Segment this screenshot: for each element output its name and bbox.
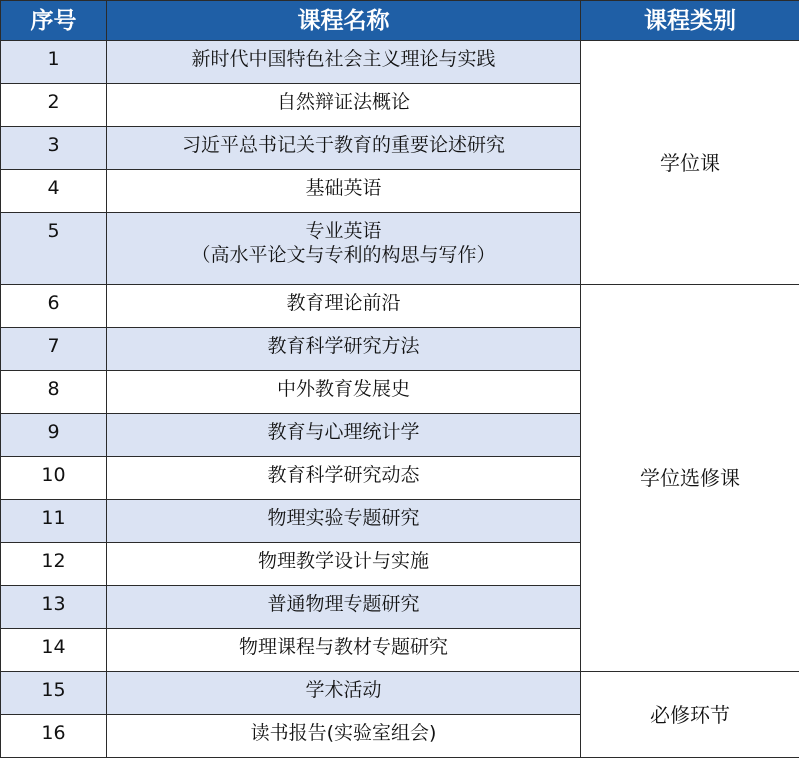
row-number: 9 [1, 414, 107, 457]
course-name: 教育科学研究方法 [107, 328, 581, 371]
course-name: 中外教育发展史 [107, 371, 581, 414]
course-name: 物理教学设计与实施 [107, 543, 581, 586]
course-name: 习近平总书记关于教育的重要论述研究 [107, 127, 581, 170]
table-row [1, 285, 799, 328]
course-name: 新时代中国特色社会主义理论与实践 [107, 41, 581, 84]
row-number: 16 [1, 715, 107, 758]
course-name: 学术活动 [107, 672, 581, 715]
course-name: 教育科学研究动态 [107, 457, 581, 500]
row-number: 15 [1, 672, 107, 715]
course-name: 普通物理专题研究 [107, 586, 581, 629]
course-name: 物理实验专题研究 [107, 500, 581, 543]
row-number: 3 [1, 127, 107, 170]
row-number: 8 [1, 371, 107, 414]
row-number: 7 [1, 328, 107, 371]
course-name-line2: （高水平论文与专利的构思与写作） [107, 243, 580, 267]
course-name [107, 213, 581, 285]
row-number: 1 [1, 41, 107, 84]
table-body [1, 41, 799, 758]
table-header [1, 1, 799, 41]
row-number: 13 [1, 586, 107, 629]
header-course-category: 课程类别 [581, 1, 799, 41]
row-number: 11 [1, 500, 107, 543]
row-number: 10 [1, 457, 107, 500]
header-index: 序号 [1, 1, 107, 41]
header-course-name: 课程名称 [107, 1, 581, 41]
header-row [1, 1, 799, 41]
table-row [1, 672, 799, 715]
row-number: 2 [1, 84, 107, 127]
course-name: 读书报告(实验室组会) [107, 715, 581, 758]
category-degree-elective: 学位选修课 [581, 285, 799, 672]
course-name: 基础英语 [107, 170, 581, 213]
course-name: 物理课程与教材专题研究 [107, 629, 581, 672]
row-number: 4 [1, 170, 107, 213]
course-name: 自然辩证法概论 [107, 84, 581, 127]
table-row [1, 41, 799, 84]
row-number: 12 [1, 543, 107, 586]
row-number: 14 [1, 629, 107, 672]
category-degree-course: 学位课 [581, 41, 799, 285]
course-name: 教育理论前沿 [107, 285, 581, 328]
course-name: 教育与心理统计学 [107, 414, 581, 457]
course-name-line1: 专业英语 [107, 219, 580, 243]
row-number: 5 [1, 213, 107, 285]
category-required-section: 必修环节 [581, 672, 799, 758]
row-number: 6 [1, 285, 107, 328]
